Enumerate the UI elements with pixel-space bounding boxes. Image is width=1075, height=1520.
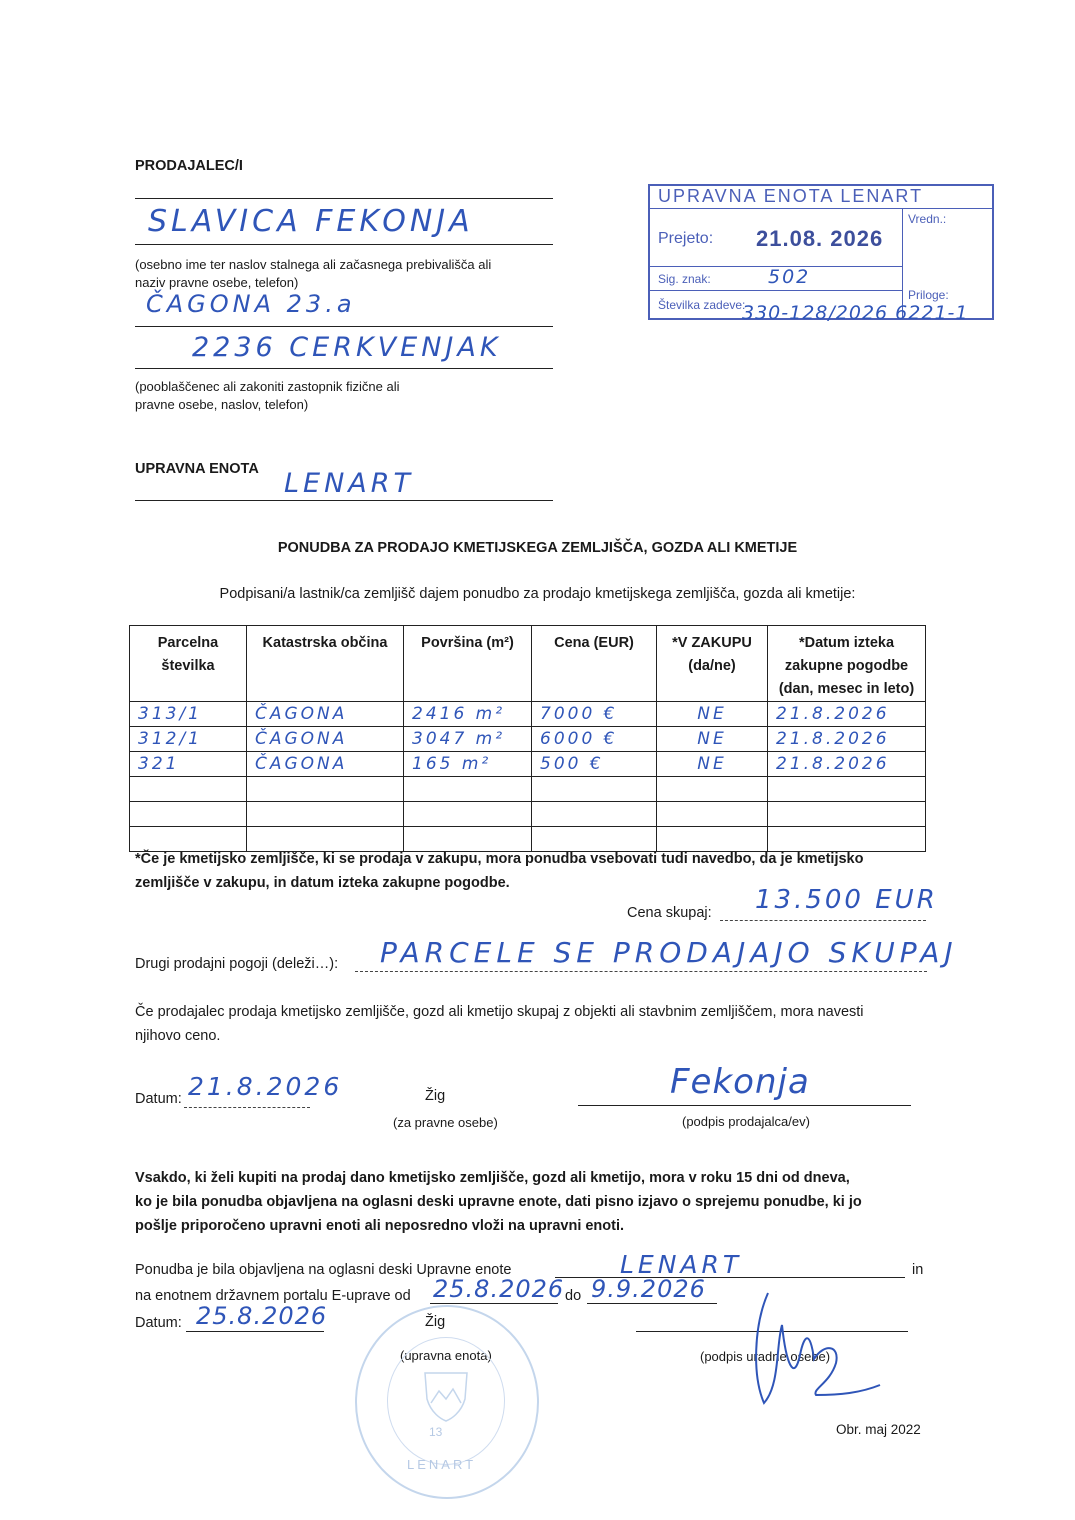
cell-cadastral: ČAGONA (247, 702, 404, 727)
cell-price: 6000 € (532, 727, 657, 752)
seller-address-handwritten-2: 2236 CERKVENJAK (192, 332, 502, 363)
cell-parcel: 313/1 (130, 702, 247, 727)
cell-lease: NE (657, 752, 768, 777)
seller-signature-caption: (podpis prodajalca/ev) (682, 1114, 810, 1129)
seller-date-label: Datum: (135, 1091, 182, 1107)
stamp-sig-label: Sig. znak: (658, 272, 711, 286)
other-line (355, 971, 927, 972)
table-row-empty (130, 777, 926, 802)
seller-address-handwritten-1: ČAGONA 23.a (146, 290, 356, 318)
seller-caption-2a: (pooblaščenec ali zakoniti zastopnik fizične ali (135, 379, 400, 394)
cell-lease: NE (657, 727, 768, 752)
stamp-sig-handwritten: 502 (768, 266, 811, 288)
official-signature-scribble (740, 1285, 890, 1415)
form-revision: Obr. maj 2022 (836, 1422, 921, 1437)
cell-area: 2416 m² (404, 702, 532, 727)
notice-line-3: pošlje priporočeno upravni enoti ali neposredno vloži na upravni enoti. (135, 1218, 625, 1234)
object-note-line-2: njihovo ceno. (135, 1028, 221, 1044)
offer-table (129, 625, 926, 852)
form-title: PONUDBA ZA PRODAJO KMETIJSKEGA ZEMLJIŠČA, GOZDA ALI KMETIJE (277, 540, 798, 556)
seller-stamp-label: Žig (425, 1088, 446, 1104)
seller-caption-1b: naziv pravne osebe, telefon) (135, 275, 299, 290)
stamp-received-date: 21.08. 2026 (756, 226, 884, 251)
publication-do: do (565, 1288, 582, 1304)
publication-to-line (587, 1303, 717, 1304)
table-row (130, 752, 926, 777)
official-seal (355, 1305, 539, 1499)
seller-signature-line (578, 1105, 911, 1106)
header-area: Površina (m²) (404, 626, 532, 702)
seller-heading: PRODAJALEC/I (135, 158, 243, 174)
table-row (130, 702, 926, 727)
other-handwritten: PARCELE SE PRODAJAJO SKUPAJ (380, 936, 958, 969)
publication-line-2: na enotnem državnem portalu E-uprave od (135, 1288, 411, 1304)
other-label: Drugi prodajni pogoji (deleži…): (135, 956, 339, 972)
header-parcel: Parcelna številka (130, 626, 247, 702)
publication-date-label: Datum: (135, 1315, 182, 1331)
official-signature-caption: (podpis uradne osebe) (700, 1349, 831, 1364)
header-lease-end: *Datum izteka zakupne pogodbe (dan, mesec in leto) (768, 626, 926, 702)
publication-date-line (186, 1331, 324, 1332)
cell-lease-end: 21.8.2026 (768, 752, 926, 777)
seller-caption-2b: pravne osebe, naslov, telefon) (135, 397, 309, 412)
unit-stamp-label: Žig (425, 1314, 446, 1330)
form-intro: Podpisani/a lastnik/ca zemljišč dajem ponudbo za prodajo kmetijskega zemljišča, gozda ali kmetije: (219, 586, 856, 602)
coat-of-arms-icon (421, 1369, 471, 1423)
cell-price: 7000 € (532, 702, 657, 727)
unit-line (135, 500, 553, 501)
seller-caption-1 (135, 256, 491, 292)
publication-date-handwritten: 25.8.2026 (196, 1302, 328, 1330)
object-note-line-1: Če prodajalec prodaja kmetijsko zemljišče, gozd ali kmetijo skupaj z objekti ali stavbnim zemljiščem, mora navesti (135, 1004, 864, 1020)
publication-line-1: Ponudba je bila objavljena na oglasni deski Upravne enote (135, 1262, 512, 1278)
cell-parcel: 321 (130, 752, 247, 777)
lease-note-line-1: *Če je kmetijsko zemljišče, ki se prodaja v zakupu, mora ponudba vsebovati tudi navedbo, da je kmetijsko (135, 851, 864, 867)
publication-from-line (430, 1303, 558, 1304)
seller-name-line (135, 244, 553, 245)
seller-address-line-2 (135, 368, 553, 369)
unit-label: UPRAVNA ENOTA (135, 461, 259, 477)
publication-in: in (912, 1262, 924, 1278)
stamp-title: UPRAVNA ENOTA LENART (658, 186, 924, 206)
cell-lease: NE (657, 702, 768, 727)
unit-handwritten: LENART (284, 468, 415, 499)
publication-from-handwritten: 25.8.2026 (433, 1275, 565, 1303)
publication-to-handwritten: 9.9.2026 (591, 1275, 706, 1303)
stamp-vredn-label: Vredn.: (908, 212, 947, 226)
cell-area: 3047 m² (404, 727, 532, 752)
seller-date-handwritten: 21.8.2026 (188, 1072, 343, 1101)
total-label: Cena skupaj: (627, 905, 712, 921)
total-handwritten: 13.500 EUR (755, 885, 938, 915)
header-cadastral: Katastrska občina (247, 626, 404, 702)
header-lease: *V ZAKUPU (da/ne) (657, 626, 768, 702)
total-line (720, 920, 926, 921)
cell-cadastral: ČAGONA (247, 752, 404, 777)
cell-price: 500 € (532, 752, 657, 777)
seller-top-line (135, 198, 553, 199)
header-price: Cena (EUR) (532, 626, 657, 702)
seller-name-handwritten: SLAVICA FEKONJA (148, 204, 474, 239)
seller-address-line-1 (135, 326, 553, 327)
seller-signature-handwritten: Fekonja (670, 1062, 810, 1102)
stamp-priloge-label: Priloge: (908, 288, 949, 302)
seller-caption-2 (135, 378, 399, 414)
cell-area: 165 m² (404, 752, 532, 777)
table-row-empty (130, 802, 926, 827)
stamp-case-number-handwritten: 330-128/2026 6221-1 (742, 302, 969, 324)
notice-line-1: Vsakdo, ki želi kupiti na prodaj dano kmetijsko zemljišče, gozd ali kmetijo, mora v roku 15 dni od dneva, (135, 1170, 850, 1186)
seal-text: LENART (407, 1457, 477, 1472)
stamp-stevilka-label: Številka zadeve: (658, 298, 746, 312)
cell-parcel: 312/1 (130, 727, 247, 752)
cell-lease-end: 21.8.2026 (768, 727, 926, 752)
acceptance-notice (135, 1166, 862, 1238)
receipt-stamp (648, 184, 994, 320)
seller-caption-1a: (osebno ime ter naslov stalnega ali začasnega prebivališča ali (135, 257, 492, 272)
seal-number: 13 (429, 1425, 443, 1439)
table-header-row (130, 626, 926, 702)
cell-cadastral: ČAGONA (247, 727, 404, 752)
seller-date-line (184, 1107, 310, 1108)
seller-stamp-caption: (za pravne osebe) (393, 1115, 498, 1130)
stamp-prejeto-label: Prejeto: (658, 230, 714, 247)
cell-lease-end: 21.8.2026 (768, 702, 926, 727)
object-note (135, 1000, 864, 1048)
lease-note-line-2: zemljišče v zakupu, in datum izteka zakupne pogodbe. (135, 875, 510, 891)
publication-unit-handwritten: LENART (620, 1250, 743, 1279)
table-row (130, 727, 926, 752)
notice-line-2: ko je bila ponudba objavljena na oglasni deski upravne enote, dati pisno izjavo o sprejemu ponudbe, ki jo (135, 1194, 862, 1210)
unit-stamp-caption: (upravna enota) (400, 1348, 492, 1363)
